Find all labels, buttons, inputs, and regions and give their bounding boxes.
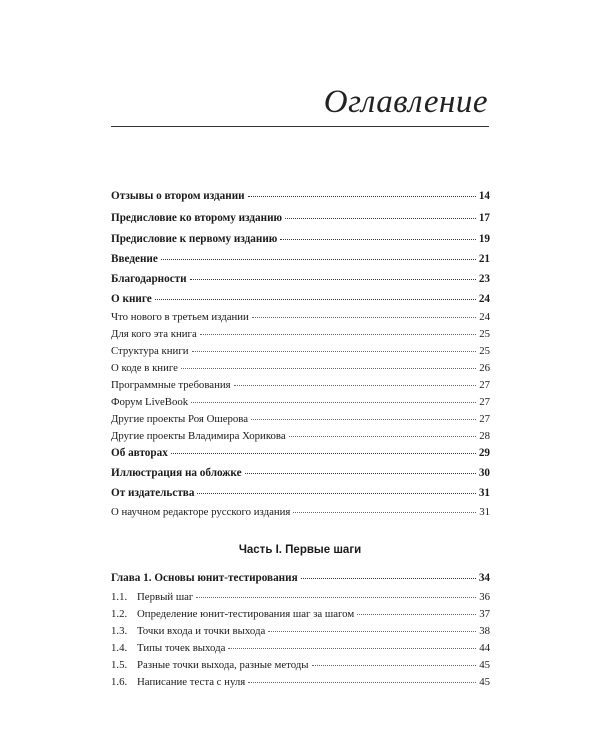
toc-entry[interactable]: Предисловие ко второму изданию 17 — [111, 212, 490, 224]
toc-entry[interactable]: Введение 21 — [111, 253, 490, 265]
toc-section[interactable]: 1.5. Разные точки выхода, разные методы 45 — [111, 659, 490, 671]
toc-subentry[interactable]: Что нового в третьем издании 24 — [111, 311, 490, 323]
toc-entry[interactable]: Благодарности 23 — [111, 273, 490, 285]
toc-subentry[interactable]: Программные требования 27 — [111, 379, 490, 391]
toc-entry[interactable]: Об авторах 29 — [111, 447, 490, 459]
toc-section[interactable]: 1.1. Первый шаг 36 — [111, 591, 490, 603]
toc-entry[interactable]: Иллюстрация на обложке 30 — [111, 467, 490, 479]
toc-entry[interactable]: От издательства 31 — [111, 487, 490, 499]
toc-subentry[interactable]: Для кого эта книга 25 — [111, 328, 490, 340]
toc-section[interactable]: 1.3. Точки входа и точки выхода 38 — [111, 625, 490, 637]
toc-subentry[interactable]: Другие проекты Роя Ошерова 27 — [111, 413, 490, 425]
toc-entry[interactable]: О книге 24 — [111, 293, 490, 305]
toc-section[interactable]: 1.6. Написание теста с нуля 45 — [111, 676, 490, 688]
page-title: Оглавление — [323, 84, 488, 120]
toc-subentry[interactable]: Форум LiveBook 27 — [111, 396, 490, 408]
toc-subentry[interactable]: О коде в книге 26 — [111, 362, 490, 374]
toc-subentry[interactable]: О научном редакторе русского издания 31 — [111, 506, 490, 518]
toc-part-1 — [111, 0, 490, 750]
toc-subentry[interactable]: Другие проекты Владимира Хорикова 28 — [111, 430, 490, 442]
toc-section[interactable]: 1.2. Определение юнит-тестирования шаг за шагом 37 — [111, 608, 490, 620]
part-title: Часть I. Первые шаги — [238, 544, 362, 556]
toc-entry[interactable]: Предисловие к первому изданию 19 — [111, 233, 490, 245]
toc-section[interactable]: 1.4. Типы точек выхода 44 — [111, 642, 490, 654]
toc-entry[interactable]: Отзывы о втором издании 14 — [111, 190, 490, 202]
toc-subentry[interactable]: Структура книги 25 — [111, 345, 490, 357]
toc-chapter[interactable]: Глава 1. Основы юнит-тестирования 34 — [111, 572, 490, 584]
